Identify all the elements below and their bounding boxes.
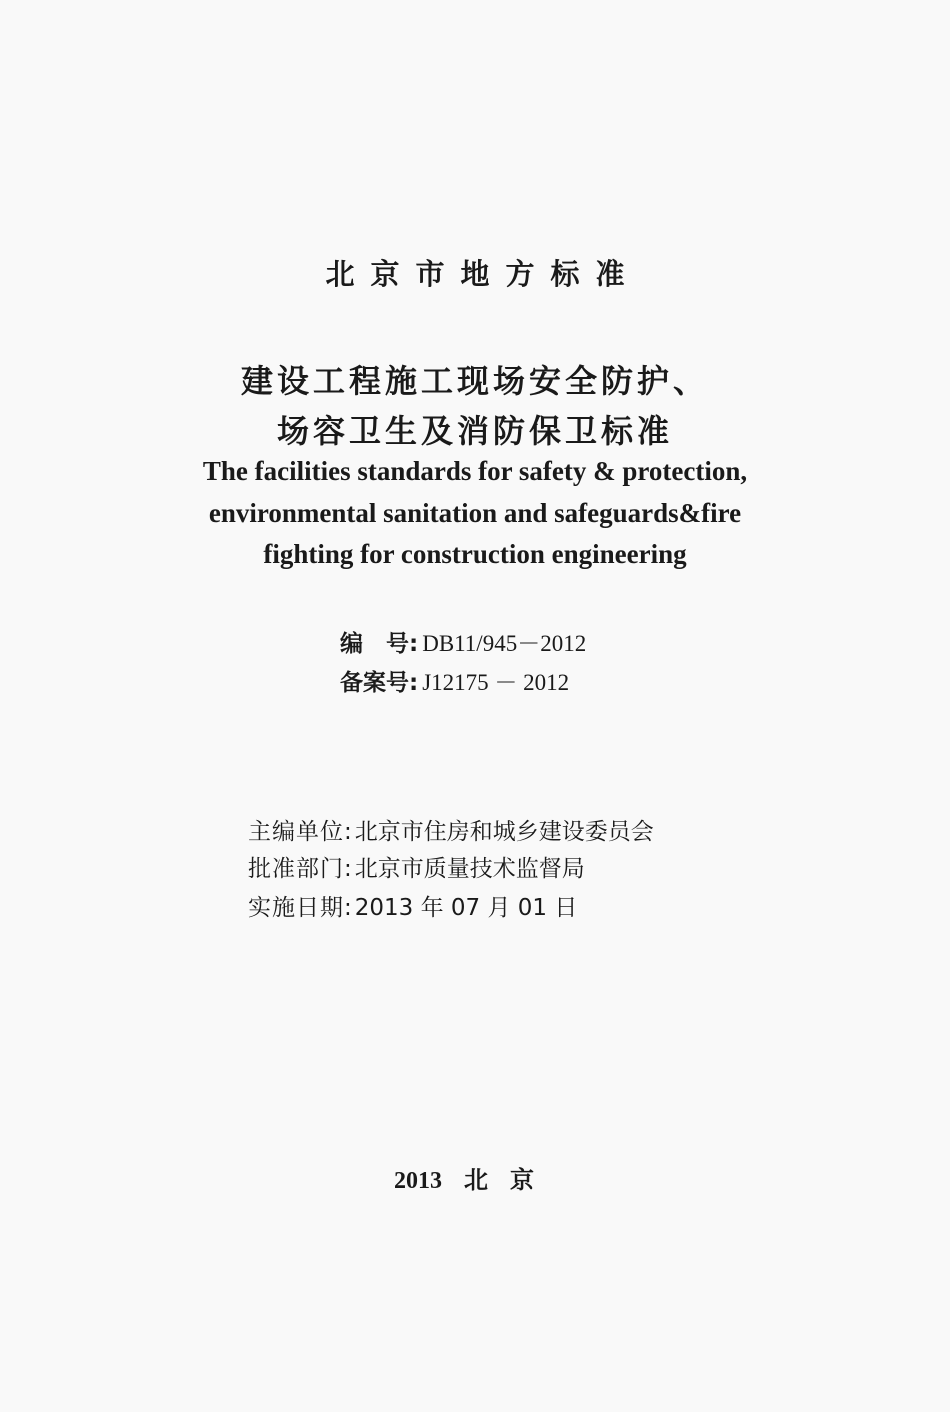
publication-year: 2013 [394,1168,442,1194]
publication-footer [0,1160,950,1195]
chief-editor-row [248,813,654,846]
title-en-line-3: fighting for construction engineering [263,539,687,569]
publication-city: 北京 [464,1166,556,1194]
record-number-value: J12175 － 2012 [422,670,570,695]
chief-editor-value: 北京市住房和城乡建设委员会 [354,819,654,845]
standard-code-value: DB11/945－2012 [422,631,587,656]
title-en-line-2: environmental sanitation and safeguards&fire [208,498,742,528]
standard-series: 北京市地方标准 [325,257,641,291]
approving-department-row [248,850,585,883]
approving-department-label: 批准部门: [248,856,353,882]
chief-editor-label: 主编单位: [248,819,353,845]
title-en-line-1: The facilities standards for safety & protection, [202,456,748,486]
title-cn-line-2: 场容卫生及消防保卫标准 [276,412,673,450]
standard-code-row [340,625,586,658]
approving-department-value: 北京市质量技术监督局 [354,856,585,882]
record-number-row [340,664,569,697]
record-number-label: 备案号: [340,670,419,696]
effective-date-value: 2013 年 07 月 01 日 [354,895,578,921]
effective-date-row [248,889,577,922]
standard-code-label: 编 号: [340,631,419,657]
effective-date-label: 实施日期: [248,895,353,921]
title-cn-line-1: 建设工程施工现场安全防护、 [240,362,709,400]
